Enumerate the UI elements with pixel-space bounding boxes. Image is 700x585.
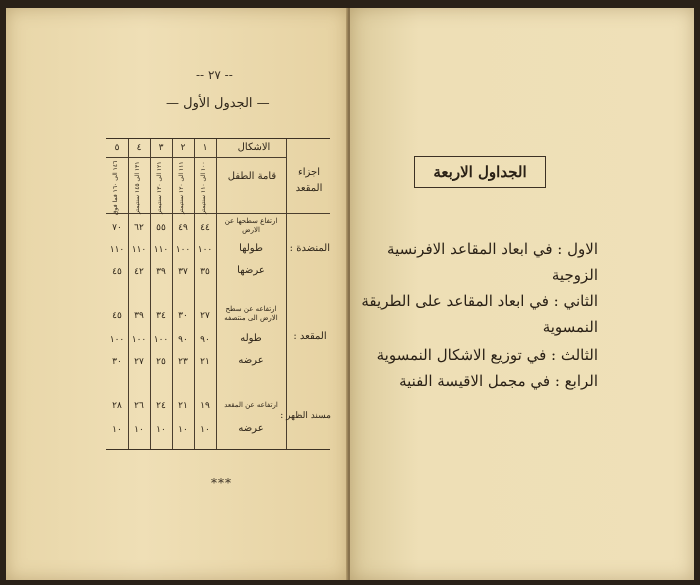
height-range: ١٣١ الى ١٤٥ سنتيمتر — [134, 161, 141, 214]
cell: ٤٤ — [200, 223, 210, 233]
cell: ١٠ — [112, 425, 122, 435]
cell: ١٠٠ — [153, 335, 169, 345]
right-page — [350, 8, 694, 580]
row-measure: عرضه — [238, 423, 264, 434]
cell: ٢٤ — [156, 401, 166, 411]
contents-line: الثالث : في توزيع الاشكال النمسوية — [376, 346, 598, 364]
shape-number: ٣ — [158, 143, 164, 153]
cell: ١٩ — [200, 401, 210, 411]
cell: ٢٦ — [134, 401, 144, 411]
cell: ٣٥ — [200, 267, 210, 277]
group-part-label: المنضدة : — [289, 243, 330, 254]
cell: ٩٠ — [200, 335, 210, 345]
cell: ١١٠ — [153, 245, 169, 255]
page-number: -- ٢٧ -- — [196, 68, 233, 82]
row-measure: ارتفاعه عن المقعد — [224, 401, 278, 409]
cell: ٢٣ — [178, 357, 188, 367]
contents-line: الرابع : في مجمل الاقيسة الفنية — [399, 372, 598, 390]
cell: ١٠ — [134, 425, 144, 435]
cell: ٣٧ — [178, 267, 188, 277]
contents-line: النمسوية — [542, 318, 598, 336]
cell: ٣٩ — [156, 267, 166, 277]
height-range: ١٤٦ الى ١٦٠ فما فوق — [112, 161, 119, 216]
shape-number: ٢ — [180, 143, 186, 153]
row-measure: طوله — [240, 333, 262, 344]
shape-number: ٤ — [136, 143, 142, 153]
cell: ٣٠ — [112, 357, 122, 367]
group-part-label: المقعد : — [293, 331, 327, 342]
cell: ١٠٠ — [109, 335, 125, 345]
contents-line: الثاني : في ابعاد المقاعد على الطريقة — [361, 292, 598, 310]
row-measure: ارتفاع سطحها عن الارض — [224, 217, 278, 234]
cell: ٢١ — [200, 357, 210, 367]
cell: ١٠٠ — [131, 335, 147, 345]
cell: ٥٥ — [156, 223, 166, 233]
row-measure: عرضه — [238, 355, 264, 366]
cell: ٢١ — [178, 401, 188, 411]
cell: ١٠٠ — [197, 245, 213, 255]
shapes-label: الاشكال — [237, 142, 271, 153]
cell: ١١٠ — [131, 245, 147, 255]
cell: ١٠٠ — [175, 245, 191, 255]
shape-number: ١ — [202, 143, 208, 153]
contents-line: الزوجية — [551, 266, 598, 284]
cell: ٢٥ — [156, 357, 166, 367]
height-range: ١١١ الى ١٢٠ سنتيمتر — [178, 161, 185, 214]
cell: ٤٥ — [112, 267, 122, 277]
parts-label: اجزاء المقعد — [295, 167, 323, 194]
height-label: قامة الطفل — [227, 171, 277, 182]
dimensions-table — [106, 138, 330, 450]
cell: ٢٧ — [134, 357, 144, 367]
left-page — [6, 8, 348, 580]
row-measure: ارتفاعه عن سطح الارض الى منتصفه — [224, 305, 278, 322]
boxed-title: الجداول الاربعة — [414, 156, 546, 188]
contents-line: الاول : في ابعاد المقاعد الافرنسية — [387, 240, 598, 258]
cell: ١١٠ — [109, 245, 125, 255]
height-range: ١٢١ الى ١٣٠ سنتيمتر — [156, 161, 163, 214]
cell: ٩٠ — [178, 335, 188, 345]
cell: ١٠ — [200, 425, 210, 435]
header-divider — [106, 157, 286, 158]
table-title: — الجدول الأول — — [166, 96, 270, 111]
row-measure: طولها — [239, 243, 263, 254]
cell: ٤٩ — [178, 223, 188, 233]
col-divider — [286, 139, 287, 449]
cell: ٧٠ — [112, 223, 122, 233]
footer-ornament: *** — [211, 476, 232, 490]
cell: ٣٠ — [178, 311, 188, 321]
group-part-label: مسند الظهر : — [280, 411, 331, 421]
cell: ٣٩ — [134, 311, 144, 321]
cell: ٤٢ — [134, 267, 144, 277]
row-measure: عرضها — [237, 265, 265, 276]
cell: ٣٤ — [156, 311, 166, 321]
cell: ٢٨ — [112, 401, 122, 411]
col-divider — [216, 139, 217, 449]
cell: ٤٥ — [112, 311, 122, 321]
cell: ٢٧ — [200, 311, 210, 321]
shape-number: ٥ — [114, 143, 120, 153]
cell: ١٠ — [178, 425, 188, 435]
open-book — [6, 8, 694, 580]
height-range: ١٠٠ الى ١١٠ سنتيمتر — [200, 161, 207, 214]
cell: ١٠ — [156, 425, 166, 435]
cell: ٦٢ — [134, 223, 144, 233]
